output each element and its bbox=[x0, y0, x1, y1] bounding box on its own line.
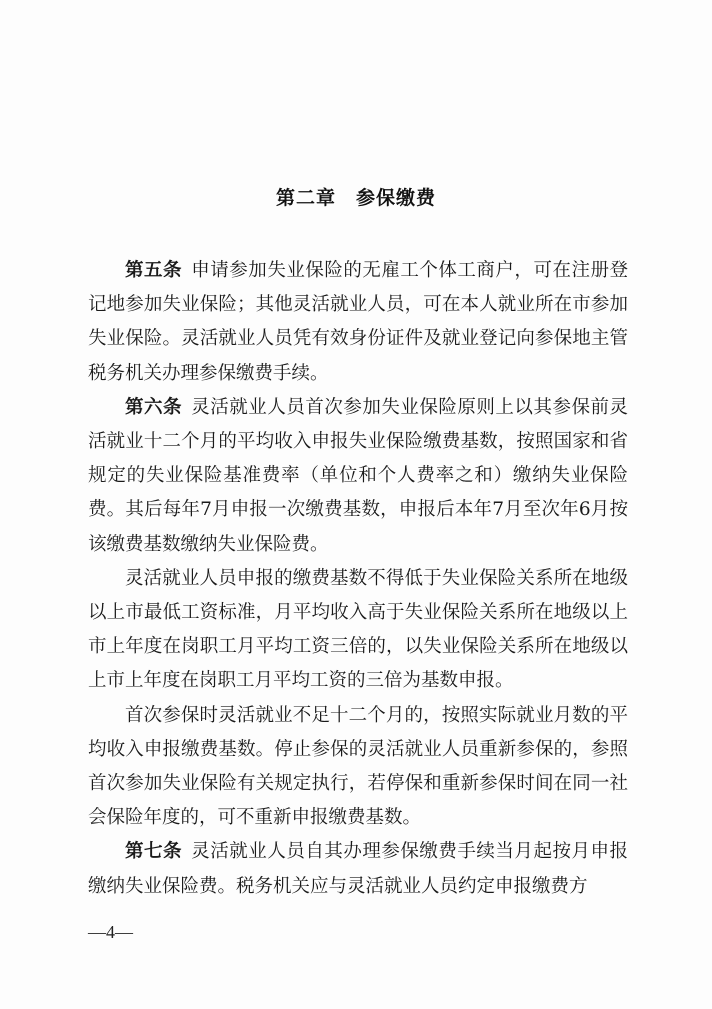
paragraph-text: 首次参保时灵活就业不足十二个月的，按照实际就业月数的平均收入申报缴费基数。停止参保的灵活就业人员重新参保的，参照首次参加失业保险有关规定执行，若停保和重新参保时间在同一社会保险年度的，可不重新申报缴费基数。 bbox=[88, 704, 628, 829]
paragraph-text: 灵活就业人员申报的缴费基数不得低于失业保险关系所在地级以上市最低工资标准，月平均收入高于失业保险关系所在地级以上市上年度在岗职工月平均工资三倍的，以失业保险关系所在地级以上市上年度在岗职工月平均工资的三倍为基数申报。 bbox=[88, 567, 628, 692]
article-label: 第七条 bbox=[125, 841, 183, 863]
page-number: —4— bbox=[88, 922, 133, 942]
paragraph-text: 申请参加失业保险的无雇工个体工商户，可在注册登记地参加失业保险；其他灵活就业人员，可在本人就业所在市参加失业保险。灵活就业人员凭有效身份证件及就业登记向参保地主管税务机关办理参保缴费手续。 bbox=[88, 260, 628, 384]
paragraph-contribution-base bbox=[88, 562, 628, 699]
paragraph-text: 灵活就业人员首次参加失业保险原则上以其参保前灵活就业十二个月的平均收入申报失业保险缴费基数，按照国家和省规定的失业保险基准费率（单位和个人费率之和）缴纳失业保险费。其后每年7月申报一次缴费基数，申报后本年7月至次年6月按该缴费基数缴纳失业保险费。 bbox=[88, 396, 628, 555]
chapter-title: 第二章 参保缴费 bbox=[275, 187, 436, 209]
paragraph-first-enrollment bbox=[88, 699, 628, 836]
paragraph-article-5 bbox=[88, 254, 628, 391]
paragraph-article-6 bbox=[88, 391, 628, 562]
article-label: 第六条 bbox=[125, 396, 183, 418]
paragraph-article-7 bbox=[88, 835, 628, 903]
article-label: 第五条 bbox=[125, 260, 183, 281]
paragraph-text: 灵活就业人员自其办理参保缴费手续当月起按月申报缴纳失业保险费。税务机关应与灵活就业人员约定申报缴费方 bbox=[88, 841, 628, 897]
document-body bbox=[88, 254, 628, 904]
